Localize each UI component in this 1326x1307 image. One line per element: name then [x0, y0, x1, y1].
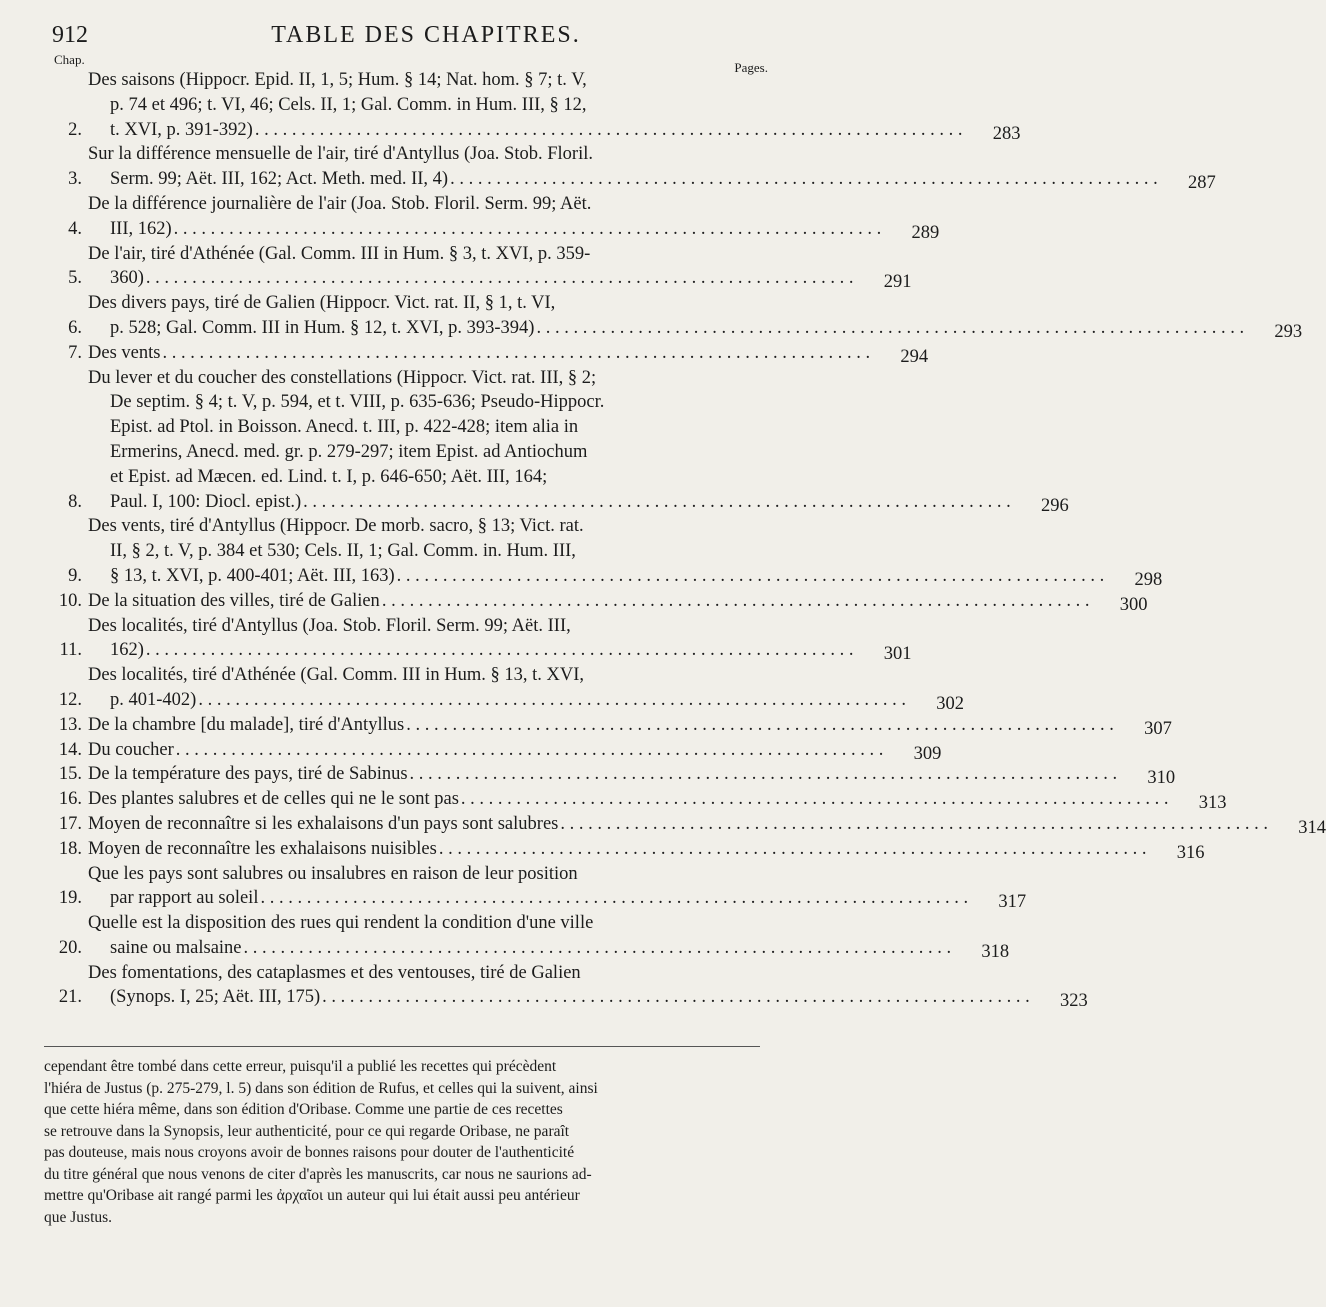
toc-entry — [44, 142, 1216, 194]
toc-entry — [44, 514, 1163, 590]
chapter-title-line: Des localités, tiré d'Athénée (Gal. Comm. III in Hum. § 13, t. XVI, — [88, 665, 585, 686]
page-reference: 317 — [998, 892, 1027, 913]
toc-entry — [44, 961, 1088, 1012]
chapter-title-last-line: De la situation des villes, tiré de Galien — [88, 590, 380, 611]
leader-dots — [174, 217, 882, 242]
column-header-pages: Pages. — [734, 60, 768, 75]
chapter-title-last-line: § 13, t. XVI, p. 400-401; Aët. III, 163) — [110, 565, 395, 586]
chapter-title — [88, 812, 1326, 837]
toc-entry — [44, 762, 1176, 789]
chapter-title-line: Des divers pays, tiré de Galien (Hippocr. Vict. rat. II, § 1, t. VI, — [88, 293, 556, 314]
table-of-contents — [44, 68, 1326, 1012]
chapter-number: 7. — [68, 342, 82, 363]
chapter-number: 3. — [68, 169, 82, 190]
chapter-number: 12. — [58, 689, 82, 710]
chapter-title — [88, 514, 1162, 588]
chapter-title — [88, 192, 939, 242]
chapter-title — [88, 242, 912, 292]
page-reference: 289 — [911, 222, 940, 243]
chapter-title-line: et Epist. ad Mæcen. ed. Lind. t. I, p. 646-650; Aët. III, 164; — [110, 466, 548, 487]
chapter-title-last-line: De la chambre [du malade], tiré d'Antyllus — [88, 714, 405, 735]
leader-dots — [410, 762, 1118, 787]
chapter-number: 14. — [58, 739, 82, 760]
page-reference: 309 — [913, 743, 942, 764]
leader-dots — [255, 118, 963, 143]
chapter-title — [88, 738, 941, 763]
leader-dots — [322, 985, 1030, 1010]
toc-entry — [44, 738, 942, 764]
chapter-title-line: p. 74 et 496; t. VI, 46; Cels. II, 1; Gal. Comm. in Hum. III, § 12, — [110, 94, 587, 115]
chapter-title-line: Des localités, tiré d'Antyllus (Joa. Stob. Floril. Serm. 99; Aët. III, — [88, 615, 571, 636]
leader-dots — [439, 837, 1147, 862]
leader-dots — [146, 638, 854, 663]
page-reference: 302 — [936, 693, 964, 714]
page-reference: 301 — [883, 644, 912, 665]
footnote-line: l'hiéra de Justus (p. 275-279, l. 5) dans son édition de Rufus, et celles qui la suivent, ainsi — [44, 1079, 598, 1097]
page-header — [52, 22, 760, 56]
chapter-title-last-line: De la température des pays, tiré de Sabinus — [88, 764, 408, 785]
chapter-title-last-line: Moyen de reconnaître les exhalaisons nuisibles — [88, 838, 437, 859]
chapter-title — [88, 837, 1204, 862]
chapter-title-last-line: Des plantes salubres et de celles qui ne le sont pas — [88, 789, 459, 810]
chapter-title-last-line: Paul. I, 100: Diocl. epist.) — [110, 491, 302, 512]
page-reference: 293 — [1274, 321, 1303, 342]
chapter-number: 20. — [58, 937, 82, 958]
chapter-title — [88, 961, 1088, 1011]
chapter-title-last-line: Moyen de reconnaître si les exhalaisons d'un pays sont salubres — [88, 813, 559, 834]
page-reference: 313 — [1198, 793, 1227, 814]
chapter-title-line: De septim. § 4; t. V, p. 594, et t. VIII, p. 635-636; Pseudo-Hippocr. — [110, 392, 605, 413]
page-number: 912 — [52, 22, 88, 48]
chapter-number: 9. — [68, 565, 82, 586]
footnote-line: du titre général que nous venons de citer d'après les manuscrits, car nous ne saurions ad- — [44, 1165, 592, 1183]
chapter-title-line: De l'air, tiré d'Athénée (Gal. Comm. III in Hum. § 3, t. XVI, p. 359- — [88, 243, 591, 264]
page-reference: 296 — [1041, 495, 1069, 516]
leader-dots — [461, 787, 1169, 812]
chapter-title — [88, 589, 1147, 614]
chapter-title-line: Des vents, tiré d'Antyllus (Hippocr. De morb. sacro, § 13; Vict. rat. — [88, 516, 584, 537]
toc-entry — [44, 192, 940, 243]
chapter-title-last-line: 360) — [110, 268, 144, 289]
leader-dots — [560, 812, 1268, 837]
page-reference: 323 — [1060, 991, 1088, 1012]
footnote-line: cependant être tombé dans cette erreur, puisqu'il a publié les recettes qui précèdent — [44, 1058, 557, 1075]
toc-entry — [44, 787, 1227, 814]
chapter-number: 4. — [68, 218, 82, 239]
toc-entry — [44, 589, 1148, 615]
page-reference: 298 — [1134, 569, 1163, 590]
footnote-divider — [44, 1046, 760, 1047]
toc-entry — [44, 341, 929, 367]
chapter-title — [88, 663, 964, 713]
footnote-line: que Justus. — [44, 1208, 113, 1226]
page-reference: 314 — [1298, 817, 1326, 838]
chapter-title-line: Quelle est la disposition des rues qui rendent la condition d'une ville — [88, 913, 594, 934]
leader-dots — [406, 713, 1114, 738]
toc-entry — [44, 366, 1069, 516]
page-reference: 318 — [981, 941, 1010, 962]
chapter-number: 13. — [58, 714, 82, 735]
chapter-title — [88, 291, 1302, 341]
toc-entry — [44, 291, 1303, 342]
page-reference: 310 — [1147, 768, 1176, 789]
chapter-title-line: II, § 2, t. V, p. 384 et 530; Cels. II, 1; Gal. Comm. in. Hum. III, — [110, 541, 576, 562]
leader-dots — [397, 564, 1105, 589]
leader-dots — [198, 688, 906, 713]
leader-dots — [162, 341, 870, 366]
chapter-title-last-line: Serm. 99; Aët. III, 162; Act. Meth. med. II, 4) — [110, 169, 449, 190]
page-reference: 300 — [1119, 594, 1148, 615]
chapter-title-last-line: III, 162) — [110, 218, 172, 239]
chapter-title-last-line: p. 401-402) — [110, 689, 197, 710]
page-reference: 307 — [1144, 718, 1172, 739]
chapter-title — [88, 787, 1227, 812]
toc-entry — [44, 663, 964, 714]
leader-dots — [260, 886, 968, 911]
chapter-title-line: Du lever et du coucher des constellations (Hippocr. Vict. rat. III, § 2; — [88, 367, 597, 388]
footnote — [44, 1056, 768, 1228]
chapter-title — [88, 341, 928, 366]
chapter-title — [88, 614, 912, 664]
chapter-number: 17. — [58, 813, 82, 834]
chapter-title-last-line: Des vents — [88, 342, 161, 363]
chapter-title-last-line: p. 528; Gal. Comm. III in Hum. § 12, t. XVI, p. 393-394) — [110, 317, 535, 338]
chapter-title — [88, 911, 1009, 961]
chapter-title — [88, 142, 1216, 192]
chapter-title-line: Des saisons (Hippocr. Epid. II, 1, 5; Hum. § 14; Nat. hom. § 7; t. V, — [88, 70, 587, 90]
chapter-number: 21. — [58, 987, 82, 1008]
toc-entry — [44, 68, 1021, 144]
chapter-title-line: Des fomentations, des cataplasmes et des ventouses, tiré de Galien — [88, 962, 581, 983]
leader-dots — [303, 490, 1011, 515]
page-reference: 316 — [1176, 842, 1205, 863]
leader-dots — [536, 316, 1244, 341]
chapter-title-last-line: Du coucher — [88, 739, 174, 760]
toc-entry — [44, 862, 1027, 913]
chapter-title-last-line: saine ou malsaine — [110, 937, 242, 958]
chapter-number: 2. — [68, 119, 82, 140]
leader-dots — [146, 266, 854, 291]
toc-entry — [44, 614, 912, 665]
chapter-title-line: De la différence journalière de l'air (Joa. Stob. Floril. Serm. 99; Aët. — [88, 193, 592, 214]
chapter-number: 11. — [59, 640, 82, 661]
chapter-number: 6. — [68, 317, 82, 338]
chapter-title — [88, 862, 1026, 912]
column-header-chap: Chap. — [54, 52, 85, 67]
chapter-title — [88, 68, 1020, 142]
chapter-title-last-line: 162) — [110, 640, 144, 661]
chapter-number: 8. — [68, 491, 82, 512]
chapter-title-line: Ermerins, Anecd. med. gr. p. 279-297; item Epist. ad Antiochum — [110, 441, 588, 462]
chapter-title-last-line: t. XVI, p. 391-392) — [110, 119, 253, 140]
page-reference: 294 — [900, 346, 929, 367]
footnote-line: pas douteuse, mais nous croyons avoir de bonnes raisons pour douter de l'authenticité — [44, 1144, 575, 1161]
chapter-title-last-line: (Synops. I, 25; Aët. III, 175) — [110, 987, 321, 1008]
chapter-title-line: Sur la différence mensuelle de l'air, tiré d'Antyllus (Joa. Stob. Floril. — [88, 144, 593, 165]
chapter-number: 16. — [58, 789, 82, 810]
chapter-title-line: Epist. ad Ptol. in Boisson. Anecd. t. III, p. 422-428; item alia in — [110, 417, 579, 438]
toc-entry — [44, 242, 912, 293]
toc-entry — [44, 812, 1326, 838]
running-title: TABLE DES CHAPITRES. — [271, 22, 581, 48]
chapter-title — [88, 366, 1069, 515]
leader-dots — [244, 936, 952, 961]
footnote-line: mettre qu'Oribase ait rangé parmi les ἀρχαῖοι un auteur qui lui était aussi peu antérieur — [44, 1187, 580, 1204]
chapter-title-last-line: par rapport au soleil — [110, 888, 259, 909]
toc-entry — [44, 713, 1172, 739]
chapter-number: 5. — [68, 268, 82, 289]
page-reference: 291 — [883, 272, 912, 293]
chapter-number: 18. — [58, 838, 82, 859]
chapter-number: 19. — [58, 888, 82, 909]
leader-dots — [450, 167, 1158, 192]
footnote-line: se retrouve dans la Synopsis, leur authenticité, pour ce qui regarde Oribase, ne paraît — [44, 1122, 570, 1140]
chapter-title — [88, 713, 1172, 738]
page-reference: 287 — [1187, 173, 1216, 194]
toc-entry — [44, 837, 1205, 863]
footnote-line: que cette hiéra même, dans son édition d'Oribase. Comme une partie de ces recettes — [44, 1101, 563, 1118]
toc-entry — [44, 911, 1010, 962]
page-reference: 283 — [992, 123, 1021, 144]
chapter-number: 10. — [58, 590, 82, 611]
leader-dots — [176, 738, 884, 763]
chapter-title — [88, 762, 1175, 787]
chapter-title-line: Que les pays sont salubres ou insalubres en raison de leur position — [88, 863, 578, 884]
leader-dots — [382, 589, 1090, 614]
chapter-number: 15. — [58, 764, 82, 785]
